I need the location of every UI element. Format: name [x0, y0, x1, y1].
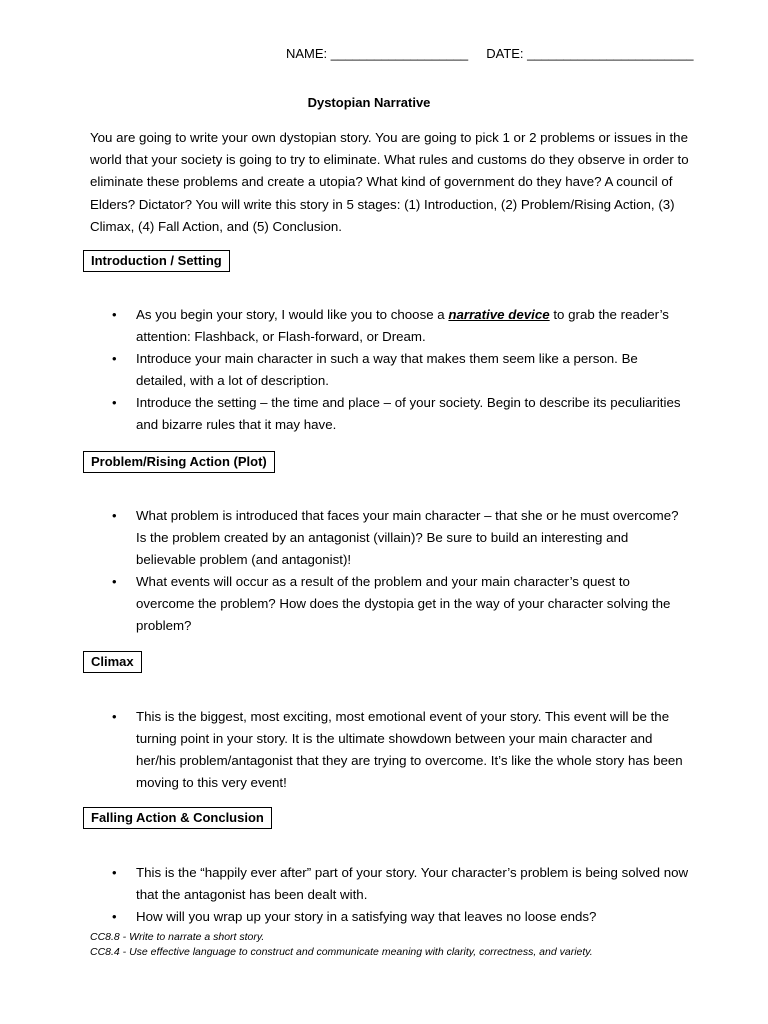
- list-item: [110, 392, 690, 436]
- climax-bullet-list: [110, 706, 690, 794]
- problem-bullet-list: [110, 505, 690, 637]
- date-field[interactable]: DATE: _______________________: [486, 46, 694, 61]
- bullet-icon: •: [112, 351, 117, 366]
- narrative-device-emphasis: narrative device: [448, 307, 550, 322]
- standards-footer: [90, 930, 593, 960]
- bullet-text: What events will occur as a result of the problem and your main character’s quest to overcome the problem? How does the dystopia get in the way of your character solving the problem?: [136, 574, 671, 633]
- standard-cc8-8: CC8.8 - Write to narrate a short story.: [90, 931, 265, 943]
- list-item: [110, 906, 690, 928]
- section-heading-falling-action: Falling Action & Conclusion: [83, 807, 272, 829]
- bullet-icon: •: [112, 307, 117, 322]
- bullet-icon: •: [112, 574, 117, 589]
- section-heading-introduction: Introduction / Setting: [83, 250, 230, 272]
- section-heading-climax: Climax: [83, 651, 142, 673]
- bullet-icon: •: [112, 909, 117, 924]
- bullet-text: This is the biggest, most exciting, most emotional event of your story. This event will be the turning point in your story. It is the ultimate showdown between your main character and her/his problem/antagonist that they are trying to overcome. It’s like the whole story has been moving to this very event!: [136, 709, 683, 790]
- list-item: [110, 706, 690, 794]
- bullet-text: Introduce your main character in such a way that makes them seem like a person. Be detailed, with a lot of description.: [136, 351, 638, 388]
- list-item: [110, 304, 690, 348]
- section-heading-problem: Problem/Rising Action (Plot): [83, 451, 275, 473]
- list-item: [110, 505, 690, 571]
- bullet-icon: •: [112, 865, 117, 880]
- page-title: Dystopian Narrative: [307, 95, 431, 110]
- bullet-text: How will you wrap up your story in a satisfying way that leaves no loose ends?: [136, 909, 597, 924]
- name-date-header: [286, 46, 693, 61]
- bullet-icon: •: [112, 709, 117, 724]
- falling-action-bullet-list: [110, 862, 690, 928]
- intro-paragraph: You are going to write your own dystopian story. You are going to pick 1 or 2 problems or issues in the world that your society is going to try to eliminate. What rules and customs do they observe in order to eliminate these problems and create a utopia? What kind of government do they have? A council of Elders? Dictator? You will write this story in 5 stages: (1) Introduction, (2) Problem/Rising Action, (3) Climax, (4) Fall Action, and (5) Conclusion.: [90, 130, 689, 234]
- bullet-text-before: As you begin your story, I would like you to choose a: [136, 307, 449, 322]
- introduction-bullet-list: [110, 304, 690, 436]
- bullet-text: Introduce the setting – the time and place – of your society. Begin to describe its peculiarities and bizarre rules that it may have.: [136, 395, 681, 432]
- bullet-text: This is the “happily ever after” part of your story. Your character’s problem is being solved now that the antagonist has been dealt with.: [136, 865, 689, 902]
- bullet-text: What problem is introduced that faces your main character – that she or he must overcome? Is the problem created by an antagonist (villain)? Be sure to build an interesting and believable problem (and antagonist)!: [136, 508, 679, 567]
- name-field[interactable]: NAME: ___________________: [286, 46, 469, 61]
- bullet-icon: •: [112, 508, 117, 523]
- standard-cc8-4: CC8.4 - Use effective language to construct and communicate meaning with clarity, correctness, and variety.: [90, 946, 593, 958]
- bullet-icon: •: [112, 395, 117, 410]
- list-item: [110, 571, 690, 637]
- list-item: [110, 348, 690, 392]
- list-item: [110, 862, 690, 906]
- bullet-text-after: to grab the reader’s attention: Flashback, or Flash-forward, or Dream.: [136, 307, 669, 344]
